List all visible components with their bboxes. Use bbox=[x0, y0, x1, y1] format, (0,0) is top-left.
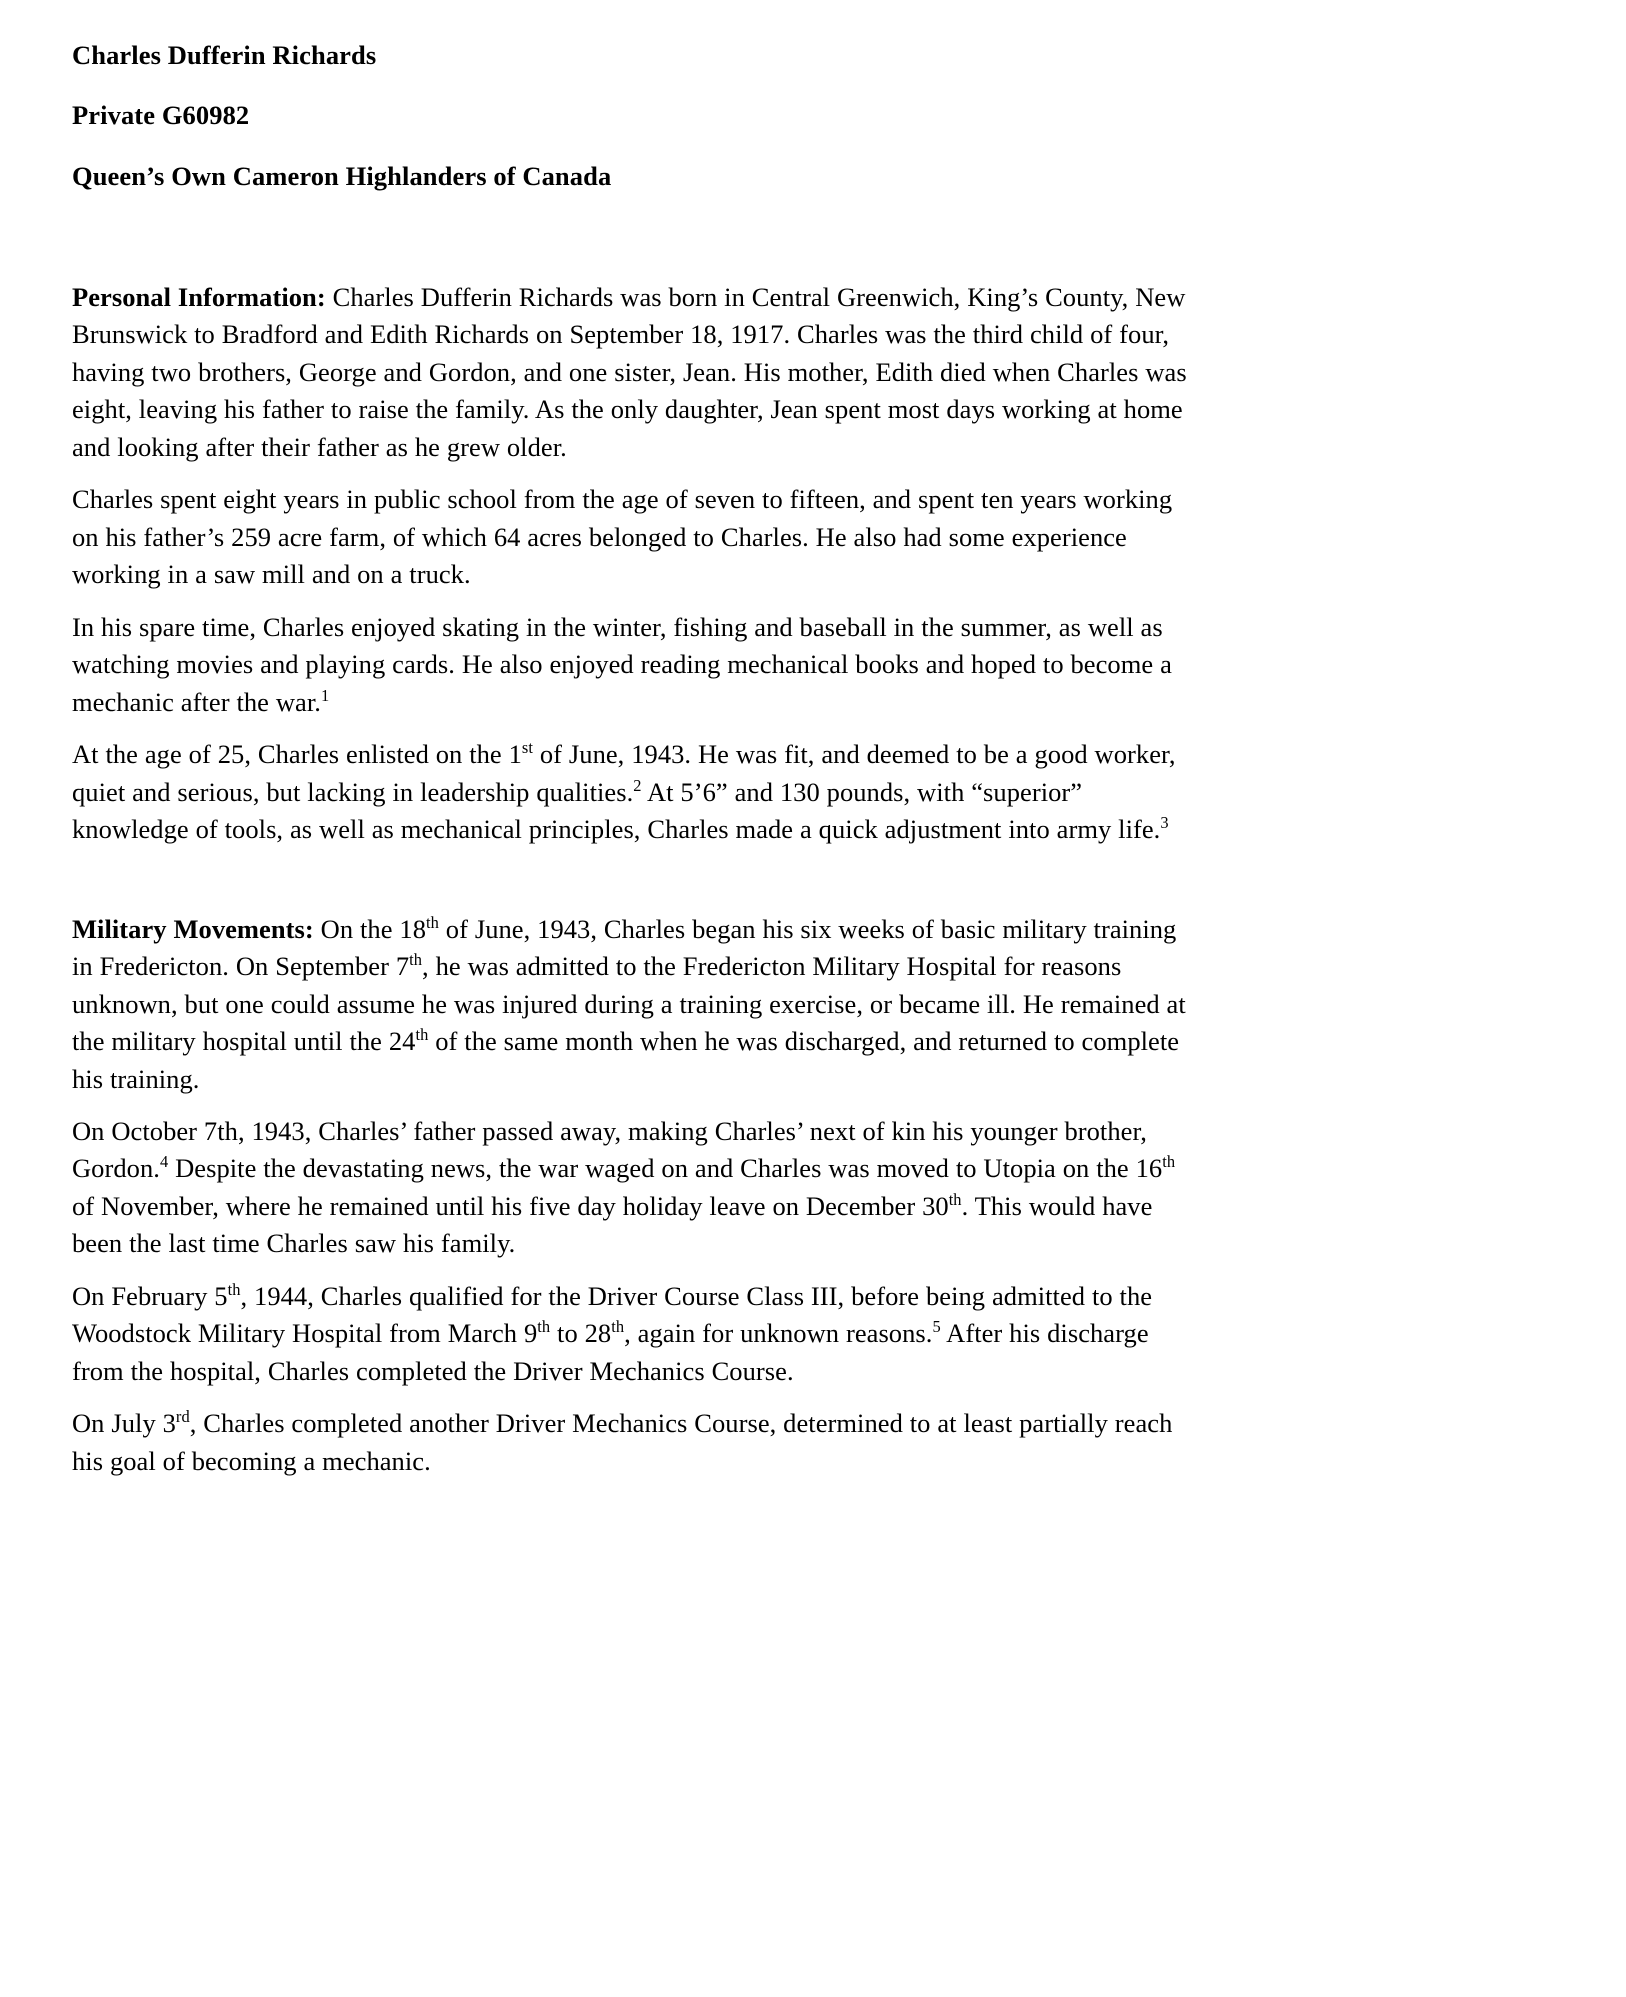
paragraph-text: of June, 1943, Charles began his six weeks of basic military training in Fredericton. On September 7 bbox=[72, 913, 1177, 982]
paragraph-text: , Charles completed another Driver Mechanics Course, determined to at least partially reach his goal of becoming a mechanic. bbox=[72, 1408, 1173, 1476]
superscript-marker: th bbox=[409, 950, 423, 970]
heading-body-spacer bbox=[72, 221, 1526, 279]
superscript-marker: 5 bbox=[932, 1317, 941, 1337]
heading-regiment: Queen’s Own Cameron Highlanders of Canada bbox=[72, 160, 612, 191]
paragraph bbox=[72, 1113, 1196, 1263]
superscript-marker: 2 bbox=[633, 775, 642, 795]
paragraph-text: , 1944, Charles qualified for the Driver Course Class III, before being admitted to the Woodstock Military Hospital from March 9 bbox=[72, 1280, 1153, 1349]
paragraph-text: of June, 1943. He was fit, and deemed to be a good worker, quiet and serious, but lacking in leadership qualities. bbox=[72, 739, 1176, 807]
paragraph-text: . This would have been the last time Charles saw his family. bbox=[72, 1190, 1153, 1259]
paragraph-text: of November, where he remained until his five day holiday leave on December 30 bbox=[72, 1190, 949, 1221]
paragraph-text: of the same month when he was discharged, and returned to complete his training. bbox=[72, 1026, 1180, 1094]
paragraph-text: On the 18 bbox=[313, 913, 427, 944]
document-heading-block bbox=[72, 40, 1526, 192]
paragraph-text: Charles spent eight years in public school from the age of seven to fifteen, and spent ten years working on his father’s 259 acre farm, of which 64 acres belonged to Charles. He also had some experience working in a saw mill and on a truck. bbox=[72, 484, 1173, 590]
section-personal-information bbox=[72, 279, 1196, 849]
superscript-marker: st bbox=[521, 738, 533, 758]
paragraph bbox=[72, 1278, 1196, 1390]
superscript-marker: 3 bbox=[1160, 813, 1169, 833]
paragraph-text: , he was admitted to the Fredericton Military Hospital for reasons unknown, but one could assume he was injured during a training exercise, or became ill. He remained at the military hospital until the 24 bbox=[72, 951, 1186, 1057]
superscript-marker: rd bbox=[175, 1407, 190, 1427]
section-spacer bbox=[72, 849, 1196, 911]
section-label: Military Movements: bbox=[72, 913, 314, 944]
heading-rank-service-number: Private G60982 bbox=[72, 100, 250, 131]
paragraph-text: to 28 bbox=[550, 1318, 612, 1349]
document-body bbox=[72, 279, 1196, 1481]
paragraph bbox=[72, 736, 1196, 848]
paragraph bbox=[72, 609, 1196, 721]
paragraph-text: At the age of 25, Charles enlisted on the 1 bbox=[72, 739, 522, 770]
heading-name: Charles Dufferin Richards bbox=[72, 40, 377, 70]
superscript-marker: th bbox=[1162, 1152, 1176, 1172]
paragraph bbox=[72, 279, 1196, 466]
superscript-marker: 1 bbox=[320, 685, 330, 705]
paragraph-text: , again for unknown reasons. bbox=[624, 1318, 933, 1349]
paragraph-text: On July 3 bbox=[72, 1408, 176, 1439]
paragraph bbox=[72, 1405, 1196, 1480]
paragraph-text: Charles Dufferin Richards was born in Central Greenwich, King’s County, New Brunswick to Bradford and Edith Richards on September 18, 1917. Charles was the third child of four, having two brothers, George and Gordon, and one sister, Jean. His mother, Edith died when Charles was eight, leaving his father to raise the family. As the only daughter, Jean spent most days working at home and looking after their father as he grew older. bbox=[72, 281, 1187, 462]
superscript-marker: th bbox=[611, 1317, 625, 1337]
superscript-marker: th bbox=[415, 1025, 429, 1045]
paragraph bbox=[72, 481, 1196, 593]
paragraph-text: On October 7th, 1943, Charles’ father passed away, making Charles’ next of kin his younger brother, Gordon. bbox=[72, 1116, 1147, 1184]
paragraph-text: At 5’6” and 130 pounds, with “superior” knowledge of tools, as well as mechanical principles, Charles made a quick adjustment into army life. bbox=[72, 776, 1161, 845]
paragraph-text: After his discharge from the hospital, Charles completed the Driver Mechanics Course. bbox=[72, 1318, 1149, 1386]
paragraph bbox=[72, 911, 1196, 1098]
superscript-marker: th bbox=[426, 912, 439, 932]
superscript-marker: th bbox=[227, 1280, 241, 1300]
paragraph-text: In his spare time, Charles enjoyed skating in the winter, fishing and baseball in the summer, as well as watching movies and playing cards. He also enjoyed reading mechanical books and hoped to become a mechanic after the war. bbox=[72, 611, 1172, 717]
section-military-movements bbox=[72, 911, 1196, 1481]
paragraph-text: Despite the devastating news, the war waged on and Charles was moved to Utopia on the 16 bbox=[168, 1153, 1163, 1184]
section-label: Personal Information: bbox=[72, 281, 326, 312]
superscript-marker: th bbox=[948, 1190, 962, 1210]
superscript-marker: th bbox=[537, 1317, 551, 1337]
paragraph-text: On February 5 bbox=[72, 1280, 228, 1311]
superscript-marker: 4 bbox=[159, 1152, 169, 1172]
